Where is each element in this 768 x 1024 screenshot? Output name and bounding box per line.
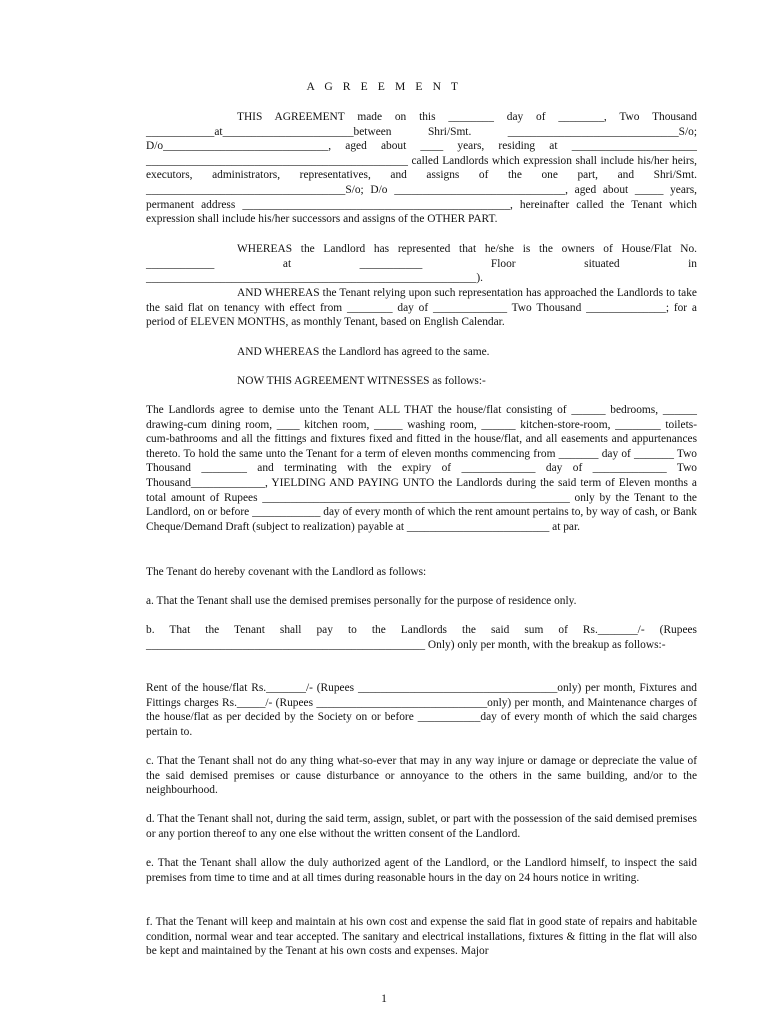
clause-b: b. That the Tenant shall pay to the Landlords the said sum of Rs._______/- (Rupees _________________________________________________ Only) only per month, with the breakup as follows:- <box>146 624 697 651</box>
clause-e: e. That the Tenant shall allow the duly authorized agent of the Landlord, or the Landlord himself, to inspect the said premises from time to time and at all times during reasonable hours in the day on 24 hours notice in writing. <box>146 857 697 884</box>
whereas-tenant-paragraph: AND WHEREAS the Tenant relying upon such representation has approached the Landlords to take the said flat on tenancy with effect from ________ day of _____________ Two Thousand ______________; for a period of ELEVEN MONTHS, as monthly Tenant, based on English Calendar. <box>146 287 697 329</box>
payment-breakup: Rent of the house/flat Rs._______/- (Rupees ___________________________________only) per month, Fixtures and Fittings charges Rs._____/- (Rupees ______________________________only) per month, and Maintenance charges of the house/flat as per decided by the Society on or before ___________day of every month of which the said charges pertain to. <box>146 682 697 738</box>
clause-a: a. That the Tenant shall use the demised premises personally for the purpose of residence only. <box>146 595 577 607</box>
page-number: 1 <box>381 992 387 1005</box>
clause-d: d. That the Tenant shall not, during the said term, assign, sublet, or part with the possession of the said demised premises or any portion thereof to any one else without the written consent of the Landlord. <box>146 813 697 840</box>
clause-f: f. That the Tenant will keep and maintain at his own cost and expense the said flat in good state of repairs and habitable condition, normal wear and tear accepted. The sanitary and electrical installations, fixtures & fitting in the flat will also be kept and maintained by the Tenant at his own costs and expenses. Major <box>146 916 697 958</box>
whereas-agreed-paragraph: AND WHEREAS the Landlord has agreed to the same. <box>237 346 490 358</box>
document-title: A G R E E M E N T <box>306 80 462 93</box>
whereas-owner-paragraph: WHEREAS the Landlord has represented that he/she is the owners of House/Flat No. ____________ at ___________ Floor situated in __________________________________________________________). <box>146 243 697 285</box>
intro-paragraph: THIS AGREEMENT made on this ________ day of ________, Two Thousand ____________at_______________________between Shri/Smt. ______________________________S/o; D/o_____________________________, aged about ____ years, residing at ______________________ ______________________________________________ called Landlords which expression shall include his/her heirs, executors, administrators, representatives, and assigns of the one part, and Shri/Smt. ___________________________________S/o; D/o ______________________________, aged about _____ years, permanent address _______________________________________________, hereinafter called the Tenant which expression shall include his/her successors and assigns of the OTHER PART. <box>146 111 697 226</box>
covenant-paragraph: The Tenant do hereby covenant with the Landlord as follows: <box>146 566 427 578</box>
witnesses-heading: NOW THIS AGREEMENT WITNESSES as follows:- <box>237 375 486 387</box>
clause-c: c. That the Tenant shall not do any thing what-so-ever that may in any way injure or damage or depreciate the value of the said demised premises or cause disturbance or annoyance to the others in the same building, and/or to the neighbourhood. <box>146 755 697 797</box>
demise-paragraph: The Landlords agree to demise unto the Tenant ALL THAT the house/flat consisting of ______ bedrooms, ______ drawing-cum dining room, ____ kitchen room, _____ washing room, ______ kitchen-store-room, ________ toilets-cum-bathrooms and all the fittings and fixtures fixed and fitted in the house/flat, and all easements and appurtenances thereto. To hold the same unto the Tenant for a term of eleven months commencing from _______ day of _______ Two Thousand ________ and terminating with the expiry of _____________ day of _____________ Two Thousand_____________, YIELDING AND PAYING UNTO the Landlords during the said term of Eleven months a total amount of Rupees ______________________________________________________ only by the Tenant to the Landlord, on or before ____________ day of every month of which the rent amount pertains to, by way of cash, or Bank Cheque/Demand Draft (subject to realization) payable at _________________________ at par. <box>146 404 697 533</box>
